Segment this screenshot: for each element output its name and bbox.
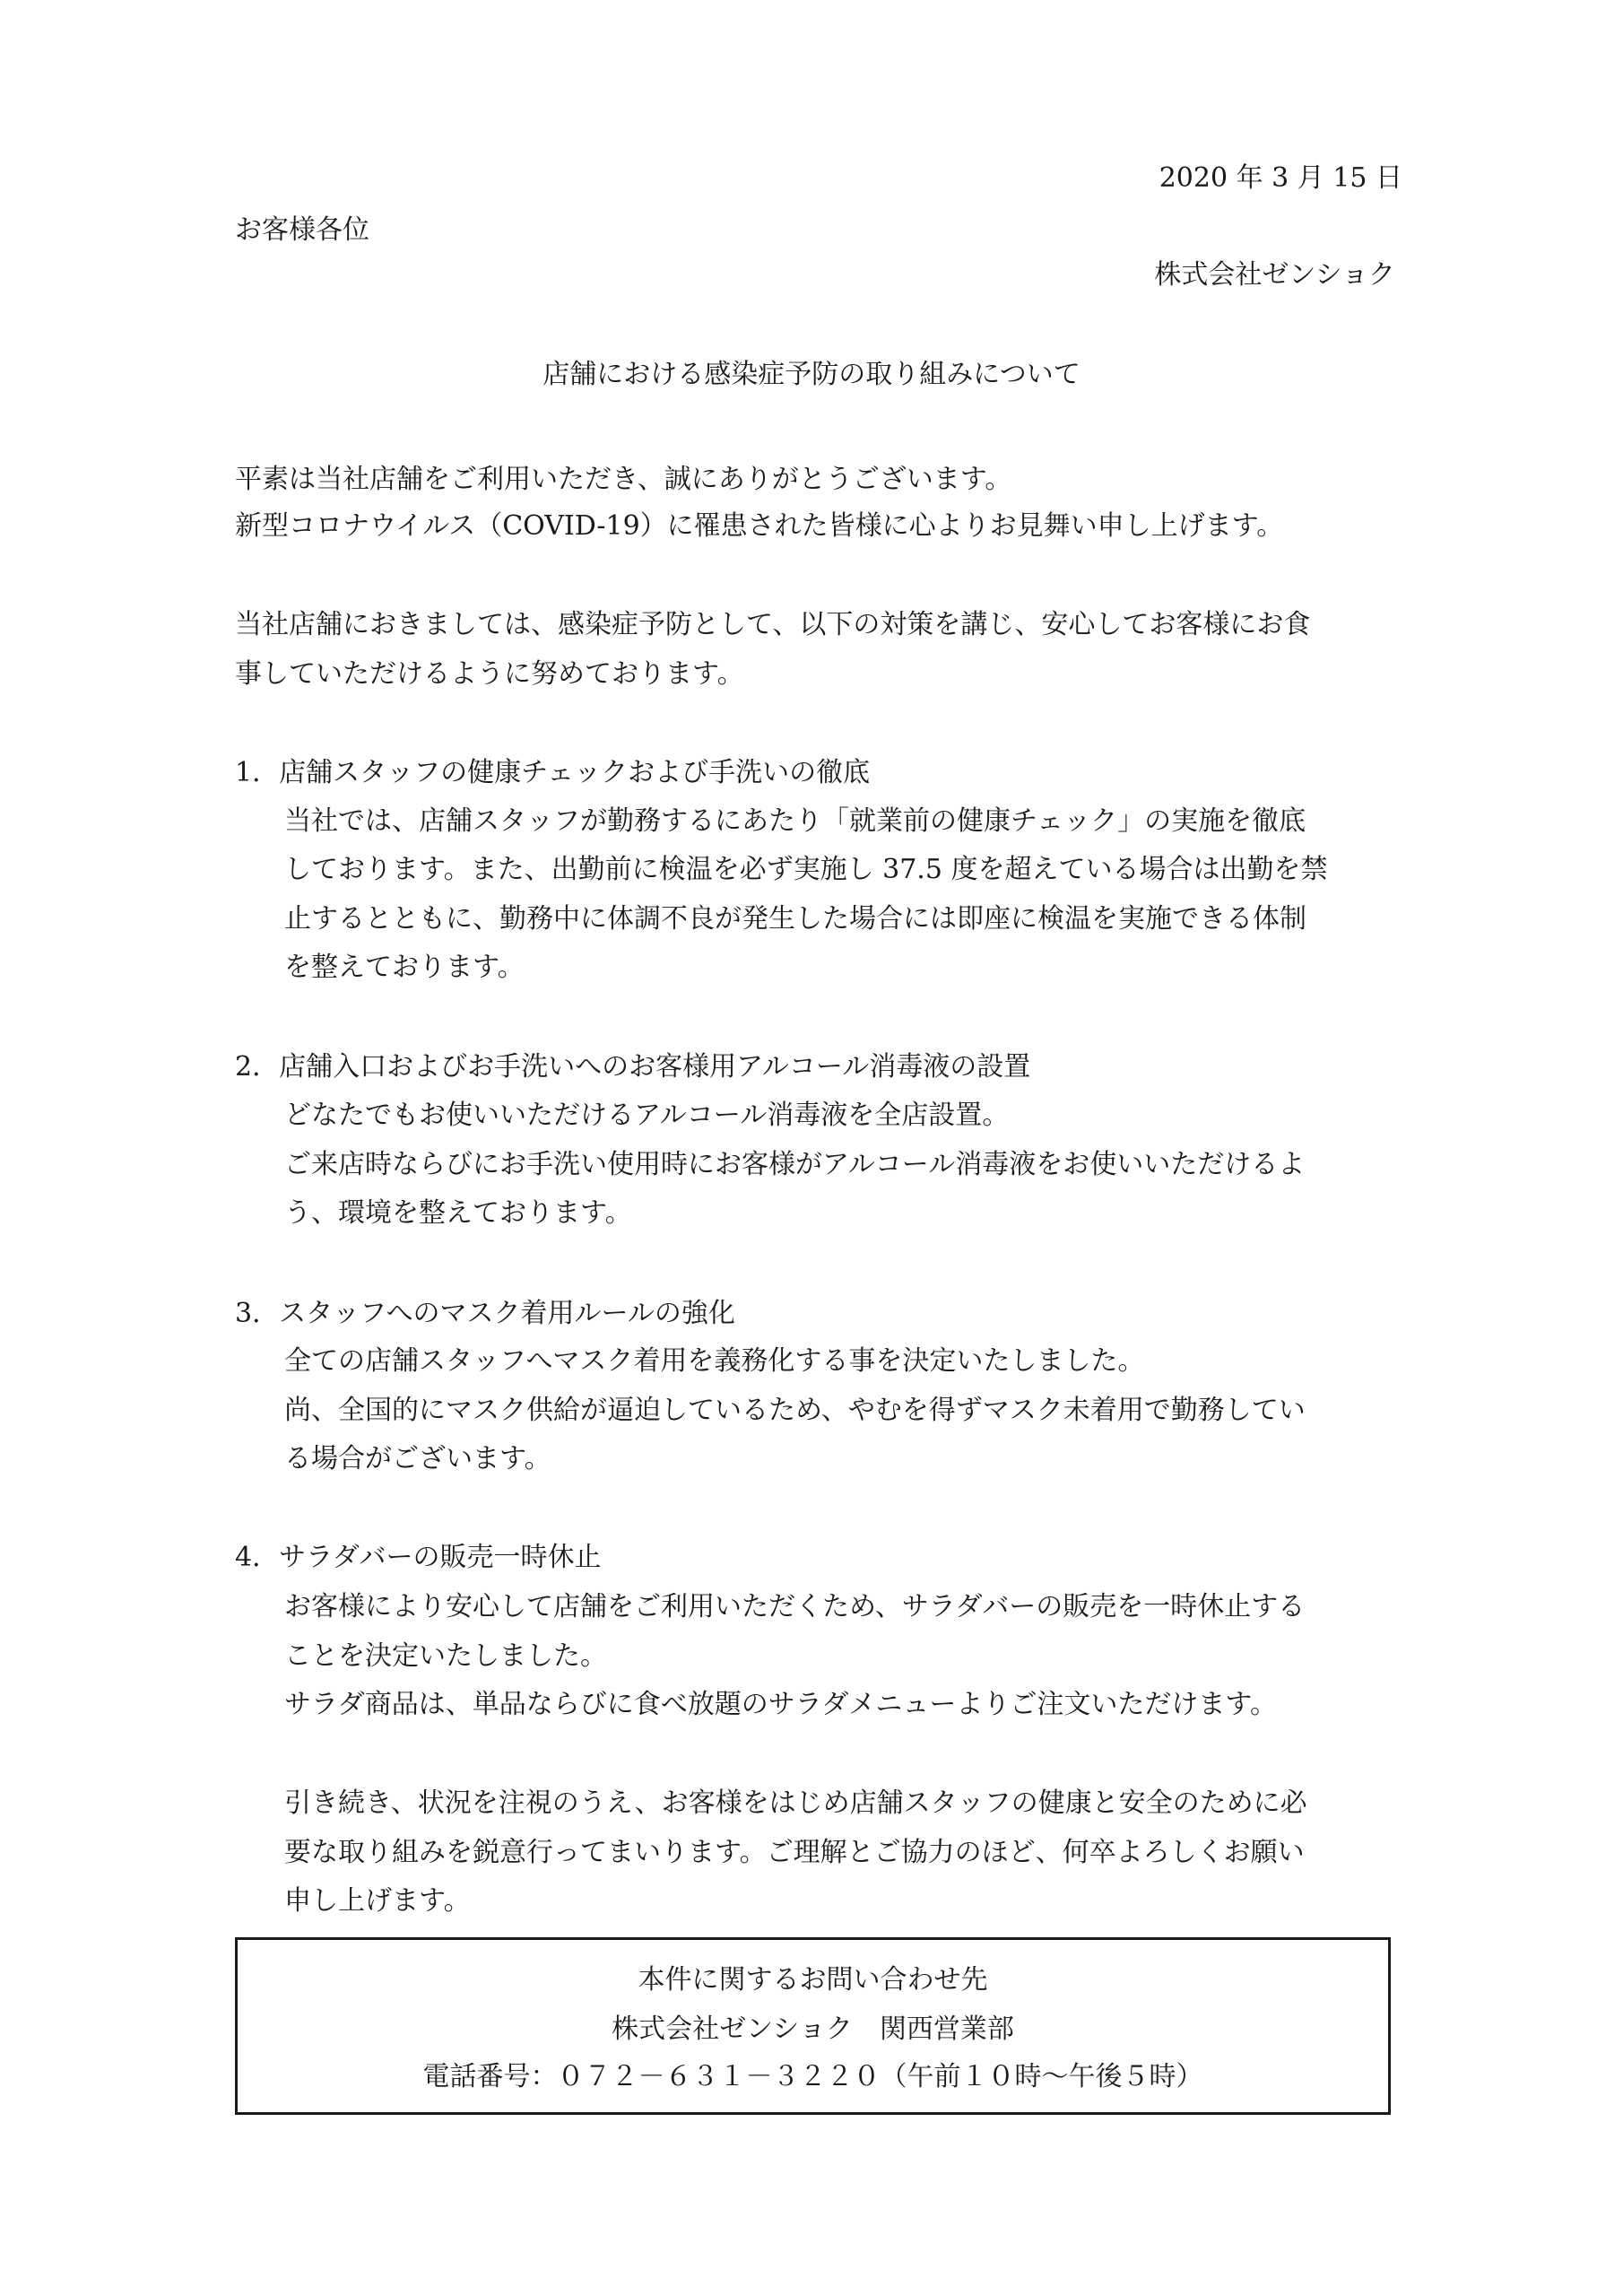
item-heading: 3．スタッフへのマスク着用ルールの強化 — [235, 1298, 735, 1329]
item-line: 当社では、店舗スタッフが勤務するにあたり「就業前の健康チェック」の実施を徹底 — [284, 805, 1306, 837]
document-title: 店舗における感染症予防の取り組みについて — [542, 359, 1081, 390]
item-line: 止するとともに、勤務中に体調不良が発生した場合には即座に検温を実施できる体制 — [284, 903, 1306, 935]
item-heading: 4．サラダバーの販売一時休止 — [235, 1542, 602, 1573]
intro-line: 新型コロナウイルス（COVID-19）に罹患された皆様に心よりお見舞い申し上げます。 — [235, 510, 1284, 542]
contact-box — [235, 1937, 1391, 2115]
item-line: どなたでもお使いいただけるアルコール消毒液を全店設置。 — [284, 1100, 1010, 1131]
intro-line: 平素は当社店舗をご利用いただき、誠にありがとうございます。 — [235, 464, 1012, 495]
item-line: お客様により安心して店舗をご利用いただくため、サラダバーの販売を一時休止する — [284, 1591, 1306, 1622]
item-heading: 1．店舗スタッフの健康チェックおよび手洗いの徹底 — [235, 757, 871, 788]
item-line: る場合がございます。 — [284, 1443, 551, 1474]
item-line: サラダ商品は、単品ならびに食べ放題のサラダメニューよりご注文いただけます。 — [284, 1689, 1277, 1720]
item-line: う、環境を整えております。 — [284, 1197, 632, 1229]
item-line: 全ての店舗スタッフへマスク着用を義務化する事を決定いたしました。 — [284, 1345, 1145, 1377]
addressee: お客様各位 — [235, 214, 369, 246]
item-line: を整えております。 — [284, 952, 525, 983]
contact-phone: 電話番号：０７２－６３１－３２２０（午前１０時～午後５時） — [422, 2061, 1203, 2092]
closing-line: 引き続き、状況を注視のうえ、お客様をはじめ店舗スタッフの健康と安全のために必 — [284, 1787, 1307, 1819]
item-line: ことを決定いたしました。 — [284, 1640, 607, 1672]
item-line: ご来店時ならびにお手洗い使用時にお客様がアルコール消毒液をお使いいただけるよ — [284, 1149, 1306, 1180]
sender-company: 株式会社ゼンショク — [1154, 259, 1395, 291]
closing-line: 要な取り組みを鋭意行ってまいります。ご理解とご協力のほど、何卒よろしくお願い — [284, 1837, 1305, 1868]
closing-line: 申し上げます。 — [284, 1885, 471, 1917]
contact-department: 株式会社ゼンショク 関西営業部 — [612, 2013, 1014, 2045]
item-line: しております。また、出勤前に検温を必ず実施し 37.5 度を超えている場合は出勤を禁 — [284, 854, 1328, 885]
item-heading: 2．店舗入口およびお手洗いへのお客様用アルコール消毒液の設置 — [235, 1051, 1031, 1083]
lead-line: 事していただけるように努めております。 — [235, 658, 744, 690]
contact-heading: 本件に関するお問い合わせ先 — [638, 1964, 988, 1996]
lead-line: 当社店舗におきましては、感染症予防として、以下の対策を講じ、安心してお客様にお食 — [235, 609, 1311, 640]
document-date: 2020 年 3 月 15 日 — [1159, 162, 1402, 194]
item-line: 尚、全国的にマスク供給が逼迫しているため、やむを得ずマスク未着用で勤務してい — [284, 1395, 1306, 1426]
